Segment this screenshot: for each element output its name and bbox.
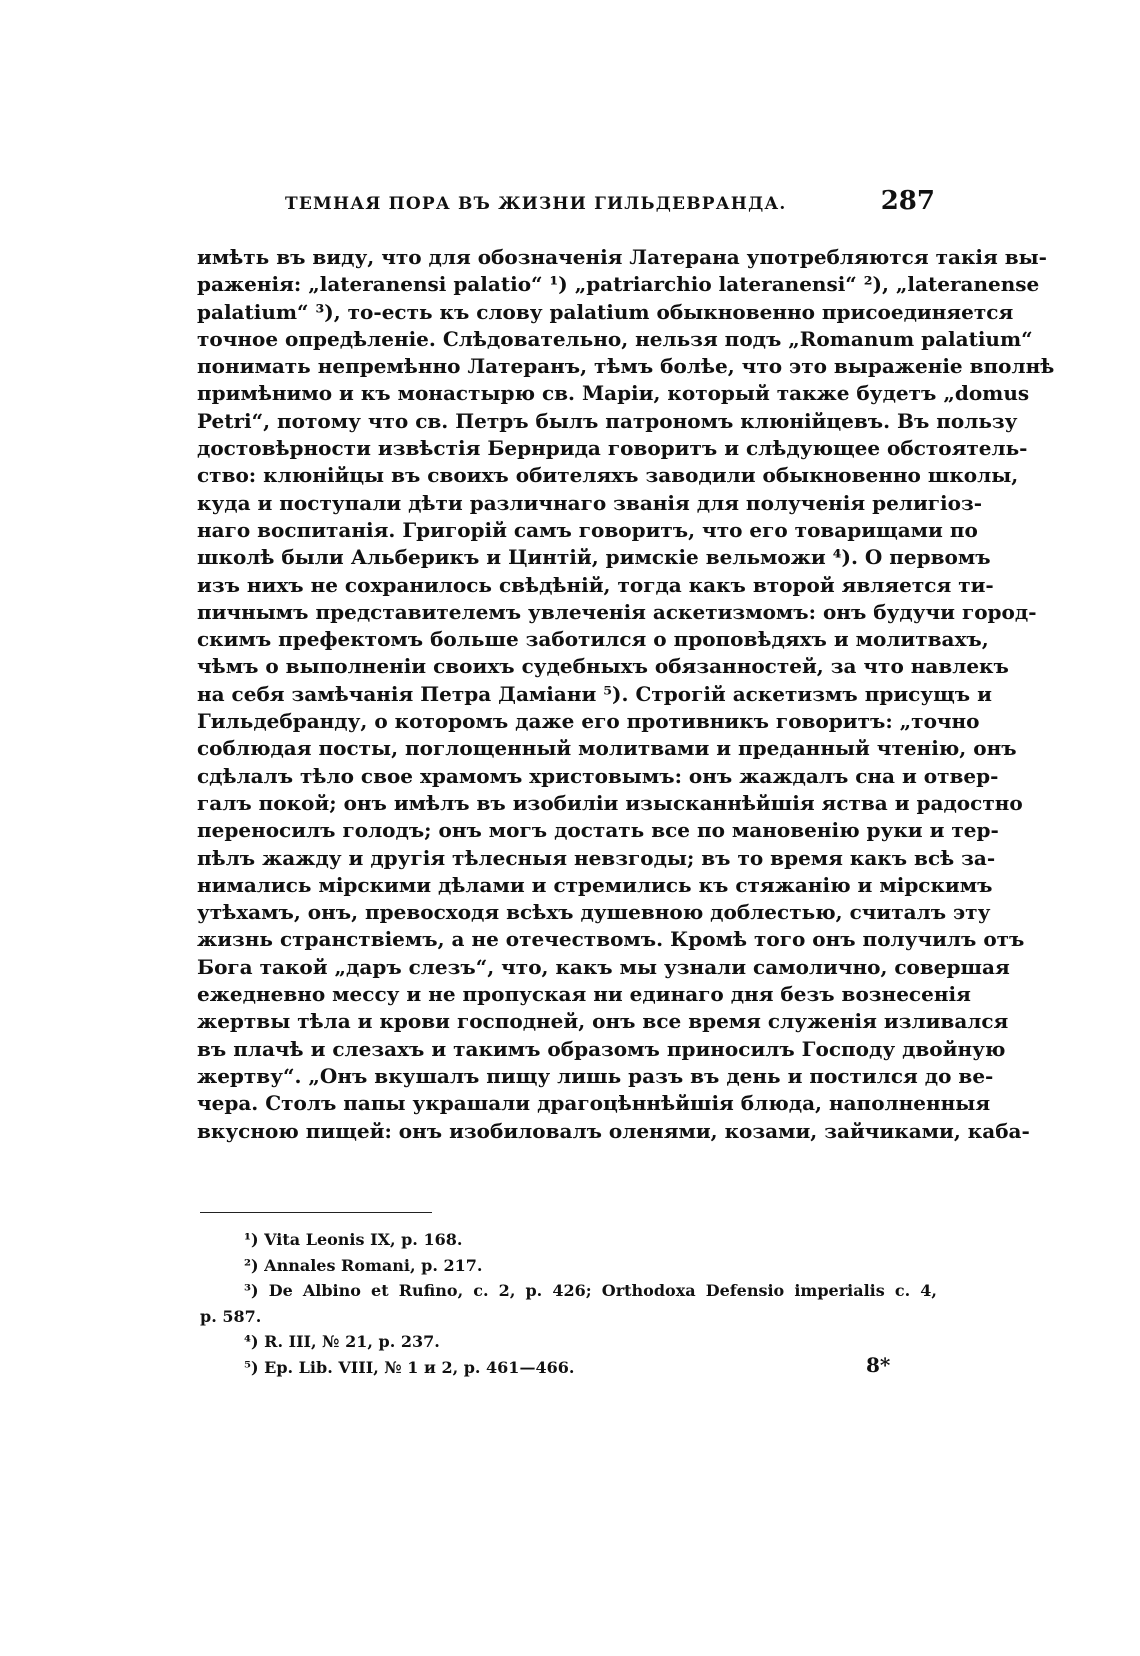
text-line: нимались мірскими дѣлами и стремились къ стяжанію и мірскимъ [197, 872, 993, 897]
text-line: скимъ префектомъ больше заботился о проповѣдяхъ и молитвахъ, [197, 627, 989, 652]
text-line: имѣть въ виду, что для обозначенія Латерана употребляются такія вы- [197, 245, 1047, 269]
text-line: Petri“, потому что св. Петръ былъ патрономъ клюнійцевъ. Въ пользу [197, 408, 1018, 433]
text-line: чера. Столъ папы украшали драгоцѣннѣйшія блюда, наполненныя [197, 1091, 991, 1116]
text-line: школѣ были Альберикъ и Цинтій, римскіе вельможи ⁴). О первомъ [197, 545, 991, 570]
text-line: наго воспитанія. Григорій самъ говоритъ, что его товарищами по [197, 517, 978, 542]
signature-mark: 8* [866, 1353, 891, 1377]
footnotes [200, 1227, 937, 1380]
text-line: примѣнимо и къ монастырю св. Маріи, который также будетъ „domus [197, 381, 1030, 406]
text-line: достовѣрности извѣстія Бернрида говоритъ и слѣдующее обстоятель- [197, 436, 1028, 461]
footnote-5: ⁵) Ep. Lib. VIII, № 1 и 2, p. 461—466. [244, 1357, 575, 1377]
text-line: понимать непремѣнно Латеранъ, тѣмъ болѣе, что это выраженіе вполнѣ [197, 354, 1055, 379]
page-number: 287 [880, 186, 935, 216]
text-line: пѣлъ жажду и другія тѣлесныя невзгоды; въ то время какъ всѣ за- [197, 845, 996, 870]
text-line: Гильдебранду, о которомъ даже его противникъ говоритъ: „точно [197, 709, 980, 734]
text-line: раженія: „lateranensi palatio“ ¹) „patriarchio lateranensi“ ²), „lateranense [197, 272, 1040, 297]
text-line: точное опредѣленіе. Слѣдовательно, нельзя подъ „Romanum palatium“ [197, 326, 1033, 351]
running-head [285, 186, 935, 222]
text-line: жертвы тѣла и крови господней, онъ все время служенія изливался [197, 1009, 1009, 1034]
footnote-3-continuation: p. 587. [200, 1306, 262, 1326]
text-line: жизнь странствіемъ, а не отечествомъ. Кромѣ того онъ получилъ отъ [197, 927, 1025, 952]
text-line: Бога такой „даръ слезъ“, что, какъ мы узнали самолично, совершая [197, 954, 1010, 979]
text-line: соблюдая посты, поглощенный молитвами и преданный чтенію, онъ [197, 736, 1017, 761]
text-line: переносилъ голодъ; онъ могъ достать все по мановенію руки и тер- [197, 818, 999, 843]
text-line: вкусною пищей: онъ изобиловалъ оленями, козами, зайчиками, каба- [197, 1118, 1030, 1143]
text-line: въ плачѣ и слезахъ и такимъ образомъ приносилъ Господу двойную [197, 1036, 1006, 1061]
footnote-2: ²) Annales Romani, p. 217. [244, 1255, 483, 1275]
text-line: сдѣлалъ тѣло свое храмомъ христовымъ: онъ жаждалъ сна и отвер- [197, 763, 999, 788]
running-title: ТЕМНАЯ ПОРА ВЪ ЖИЗНИ ГИЛЬДЕВРАНДА. [285, 194, 787, 214]
text-line: галъ покой; онъ имѣлъ въ изобиліи изысканнѣйшія яства и радостно [197, 790, 1023, 815]
footnote-3: ³) De Albino et Rufino, c. 2, p. 426; Orthodoxa Defensio imperialis c. 4, [244, 1281, 937, 1300]
text-line: ежедневно мессу и не пропуская ни единаго дня безъ вознесенія [197, 982, 971, 1007]
footnote-divider [200, 1212, 432, 1213]
text-line: изъ нихъ не сохранилось свѣдѣній, тогда какъ второй является ти- [197, 572, 994, 597]
text-line: ство: клюнійцы въ своихъ обителяхъ заводили обыкновенно школы, [197, 463, 1019, 488]
text-line: palatium“ ³), то-есть къ слову palatium обыкновенно присоединяется [197, 299, 1014, 324]
text-line: пичнымъ представителемъ увлеченія аскетизмомъ: онъ будучи город- [197, 599, 1037, 624]
text-line: чѣмъ о выполненіи своихъ судебныхъ обязанностей, за что навлекъ [197, 654, 1009, 679]
text-line: утѣхамъ, онъ, превосходя всѣхъ душевною доблестью, считалъ эту [197, 900, 991, 925]
text-line: на себя замѣчанія Петра Даміани ⁵). Строгій аскетизмъ присущъ и [197, 681, 992, 706]
text-line: куда и поступали дѣти различнаго званія для полученія религіоз- [197, 490, 983, 515]
text-line: жертву“. „Онъ вкушалъ пищу лишь разъ въ день и постился до ве- [197, 1063, 994, 1088]
footnote-1: ¹) Vita Leonis IX, p. 168. [244, 1230, 463, 1249]
body-text [197, 244, 1055, 1145]
footnote-4: ⁴) R. III, № 21, p. 237. [244, 1332, 440, 1351]
